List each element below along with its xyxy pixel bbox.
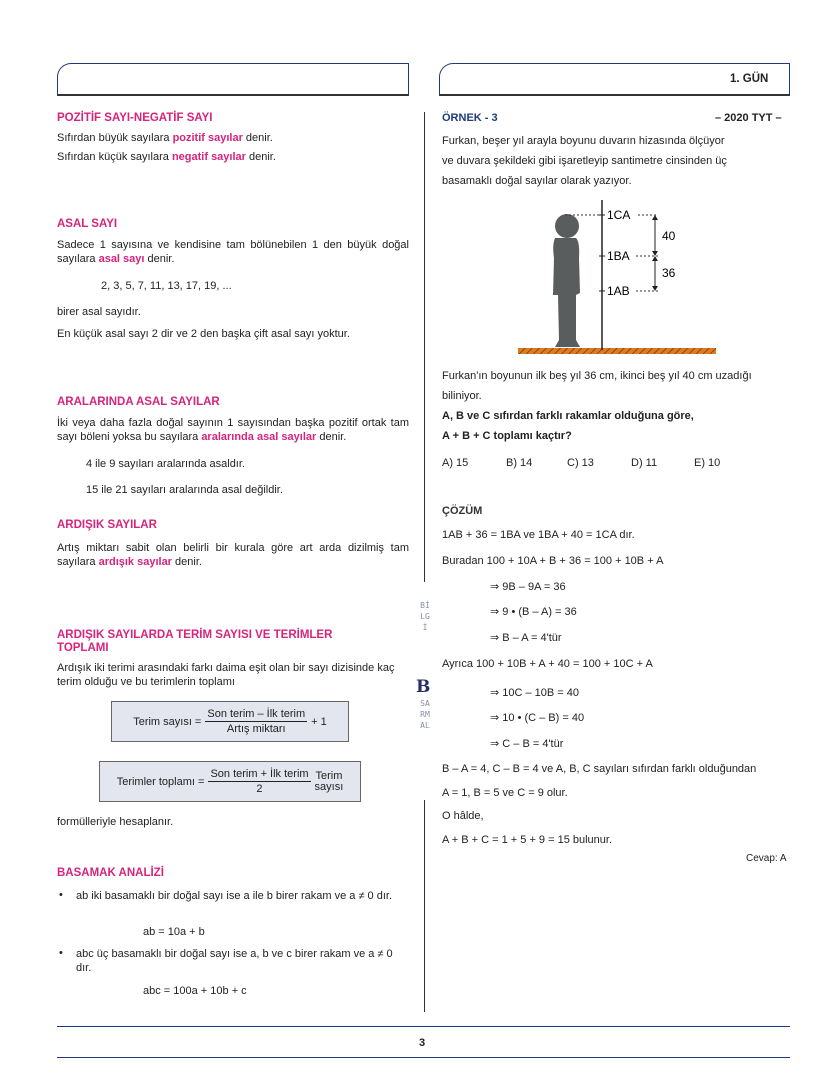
highlight: pozitif sayılar bbox=[172, 132, 243, 144]
section-title-asal: ASAL SAYI bbox=[57, 218, 118, 230]
highlight: ardışık sayılar bbox=[98, 556, 172, 568]
option-b[interactable]: B) 14 bbox=[506, 457, 533, 469]
pozitif-line-2 bbox=[57, 150, 276, 164]
brand-text-bottom: SARMAL bbox=[420, 699, 430, 730]
basamak-formula-1: ab = 10a + b bbox=[143, 926, 205, 938]
section-title-terim: ARDIŞIK SAYILARDA TERİM SAYISI VE TERİMLER TOPLAMI bbox=[57, 629, 333, 654]
option-a[interactable]: A) 15 bbox=[442, 457, 469, 469]
brand-text-top: BİLGİ bbox=[420, 601, 430, 632]
highlight: negatif sayılar bbox=[171, 151, 246, 163]
text: denir. bbox=[171, 556, 202, 568]
solution-line: B – A = 4, C – B = 4 ve A, B, C sayıları sıfırdan farklı olduğundan bbox=[442, 763, 757, 775]
mark-1ab: 1AB bbox=[607, 284, 630, 298]
section-title-aralarinda: ARALARINDA ASAL SAYILAR bbox=[57, 396, 220, 408]
formula-fraction bbox=[205, 708, 307, 735]
denominator: 2 bbox=[256, 783, 263, 795]
numerator: Son terim + İlk terim bbox=[210, 768, 309, 780]
terim-paragraph: Ardışık iki terimi arasındaki farkı daima eşit olan bir sayı dizisinde kaç terim olduğu ve bu terimlerin toplamı bbox=[57, 662, 395, 688]
numerator: Son terim – İlk terim bbox=[207, 708, 306, 720]
text: denir. bbox=[242, 132, 273, 144]
day-label: 1. GÜN bbox=[730, 73, 769, 85]
rhs-line-2: sayısı bbox=[314, 780, 344, 793]
section-title-basamak: BASAMAK ANALİZİ bbox=[57, 867, 164, 879]
example-source: – 2020 TYT – bbox=[715, 112, 782, 124]
asal-list: 2, 3, 5, 7, 11, 13, 17, 19, ... bbox=[101, 280, 232, 292]
text: Sadece 1 sayısına ve kendisine tam bölünebilen 1 den büyük doğal sayılara bbox=[57, 239, 409, 265]
solution-title: ÇÖZÜM bbox=[442, 505, 483, 517]
aralarinda-paragraph bbox=[57, 416, 409, 444]
mark-1ca: 1CA bbox=[607, 208, 631, 222]
solution-line: ⇒ 10 • (C – B) = 40 bbox=[490, 712, 585, 724]
answer-label: Cevap: A bbox=[746, 853, 787, 864]
example-line-4: Furkan'ın boyunun ilk beş yıl 36 cm, ikinci beş yıl 40 cm uzadığı bbox=[442, 370, 752, 382]
option-c[interactable]: C) 13 bbox=[567, 457, 594, 469]
height-figure bbox=[510, 200, 720, 360]
solution-line: ⇒ 10C – 10B = 40 bbox=[490, 687, 580, 699]
text: Sıfırdan büyük sayılara bbox=[57, 132, 173, 144]
brand-logo: B bbox=[416, 677, 431, 697]
column-divider-bottom bbox=[424, 800, 425, 1012]
denominator: Artış miktarı bbox=[226, 723, 286, 735]
solution-line: 1AB + 36 = 1BA ve 1BA + 40 = 1CA dır. bbox=[442, 529, 635, 541]
footer-rule-bottom bbox=[57, 1057, 790, 1058]
text: denir. bbox=[316, 431, 347, 443]
example-line-5: biliniyor. bbox=[442, 390, 482, 402]
solution-line: ⇒ B – A = 4'tür bbox=[490, 632, 562, 644]
question-line-2: A + B + C toplamı kaçtır? bbox=[442, 430, 572, 442]
formula-lhs: Terimler toplamı = bbox=[116, 775, 205, 788]
option-e[interactable]: E) 10 bbox=[694, 457, 721, 469]
asal-text-2: birer asal sayıdır. bbox=[57, 306, 141, 318]
question-line-1: A, B ve C sıfırdan farklı rakamlar olduğuna göre, bbox=[442, 410, 694, 422]
distance-40: 40 bbox=[662, 229, 676, 243]
example-title: ÖRNEK - 3 bbox=[442, 112, 498, 124]
basamak-bullet-1: ab iki basamaklı bir doğal sayı ise a ile b birer rakam ve a ≠ 0 dır. bbox=[76, 890, 393, 902]
formula-rhs: + 1 bbox=[311, 715, 327, 728]
aralarinda-example-2: 15 ile 21 sayıları aralarında asal değildir. bbox=[86, 484, 283, 496]
solution-line: A + B + C = 1 + 5 + 9 = 15 bulunur. bbox=[442, 834, 613, 846]
text: denir. bbox=[245, 151, 276, 163]
bullet: • bbox=[59, 889, 63, 901]
solution-line: Buradan 100 + 10A + B + 36 = 100 + 10B + A bbox=[442, 555, 664, 567]
formula-lhs: Terim sayısı = bbox=[133, 715, 202, 728]
section-title-ardisik: ARDIŞIK SAYILAR bbox=[57, 519, 157, 531]
highlight: aralarında asal sayılar bbox=[201, 431, 317, 443]
boy-silhouette-icon bbox=[553, 214, 580, 347]
column-divider-top bbox=[424, 112, 425, 582]
solution-line: O hâlde, bbox=[442, 810, 484, 822]
left-header-box bbox=[57, 63, 409, 96]
solution-line: Ayrıca 100 + 10B + A + 40 = 100 + 10C + A bbox=[442, 658, 653, 670]
pozitif-line-1 bbox=[57, 131, 273, 145]
example-line-2: ve duvara şekildeki gibi işaretleyip santimetre cinsinden üç bbox=[442, 155, 727, 167]
example-line-3: basamaklı doğal sayılar olarak yazıyor. bbox=[442, 175, 632, 187]
formula-rhs bbox=[315, 771, 344, 793]
rhs-line-1: Terim bbox=[315, 769, 343, 782]
formula-terimler-toplami bbox=[99, 761, 361, 802]
ground-hatch bbox=[518, 348, 716, 354]
ardisik-paragraph bbox=[57, 541, 409, 569]
section-title-pozitif: POZİTİF SAYI-NEGATİF SAYI bbox=[57, 112, 213, 124]
asal-paragraph bbox=[57, 238, 409, 266]
solution-line: ⇒ 9B – 9A = 36 bbox=[490, 581, 566, 593]
text: denir. bbox=[144, 253, 175, 265]
mark-1ba: 1BA bbox=[607, 249, 630, 263]
footer-rule-top bbox=[57, 1026, 790, 1027]
page-number: 3 bbox=[419, 1037, 426, 1049]
highlight: asal sayı bbox=[98, 253, 145, 265]
example-line-1: Furkan, beşer yıl arayla boyunu duvarın hizasında ölçüyor bbox=[442, 135, 725, 147]
solution-line: ⇒ 9 • (B – A) = 36 bbox=[490, 606, 577, 618]
terim-conclusion: formülleriyle hesaplanır. bbox=[57, 816, 174, 828]
solution-line: A = 1, B = 5 ve C = 9 olur. bbox=[442, 787, 568, 799]
text: İki veya daha fazla doğal sayının 1 sayısından başka pozitif ortak tam sayı böleni yoksa bu sayılara bbox=[57, 417, 409, 443]
option-d[interactable]: D) 11 bbox=[631, 457, 658, 469]
formula-terim-sayisi bbox=[111, 701, 349, 742]
text: Sıfırdan küçük sayılara bbox=[57, 151, 172, 163]
text: Artış miktarı sabit olan belirli bir kurala göre art arda dizilmiş tam sayılara bbox=[57, 542, 409, 568]
basamak-formula-2: abc = 100a + 10b + c bbox=[143, 985, 247, 997]
basamak-bullet-2: abc üç basamaklı bir doğal sayı ise a, b ve c birer rakam ve a ≠ 0 dır. bbox=[76, 948, 393, 974]
distance-36: 36 bbox=[662, 266, 676, 280]
aralarinda-example-1: 4 ile 9 sayıları aralarında asaldır. bbox=[86, 458, 245, 470]
solution-line: ⇒ C – B = 4'tür bbox=[490, 738, 564, 750]
asal-text-3: En küçük asal sayı 2 dir ve 2 den başka çift asal sayı yoktur. bbox=[57, 328, 350, 340]
formula-fraction bbox=[208, 768, 310, 795]
bullet: • bbox=[59, 947, 63, 959]
